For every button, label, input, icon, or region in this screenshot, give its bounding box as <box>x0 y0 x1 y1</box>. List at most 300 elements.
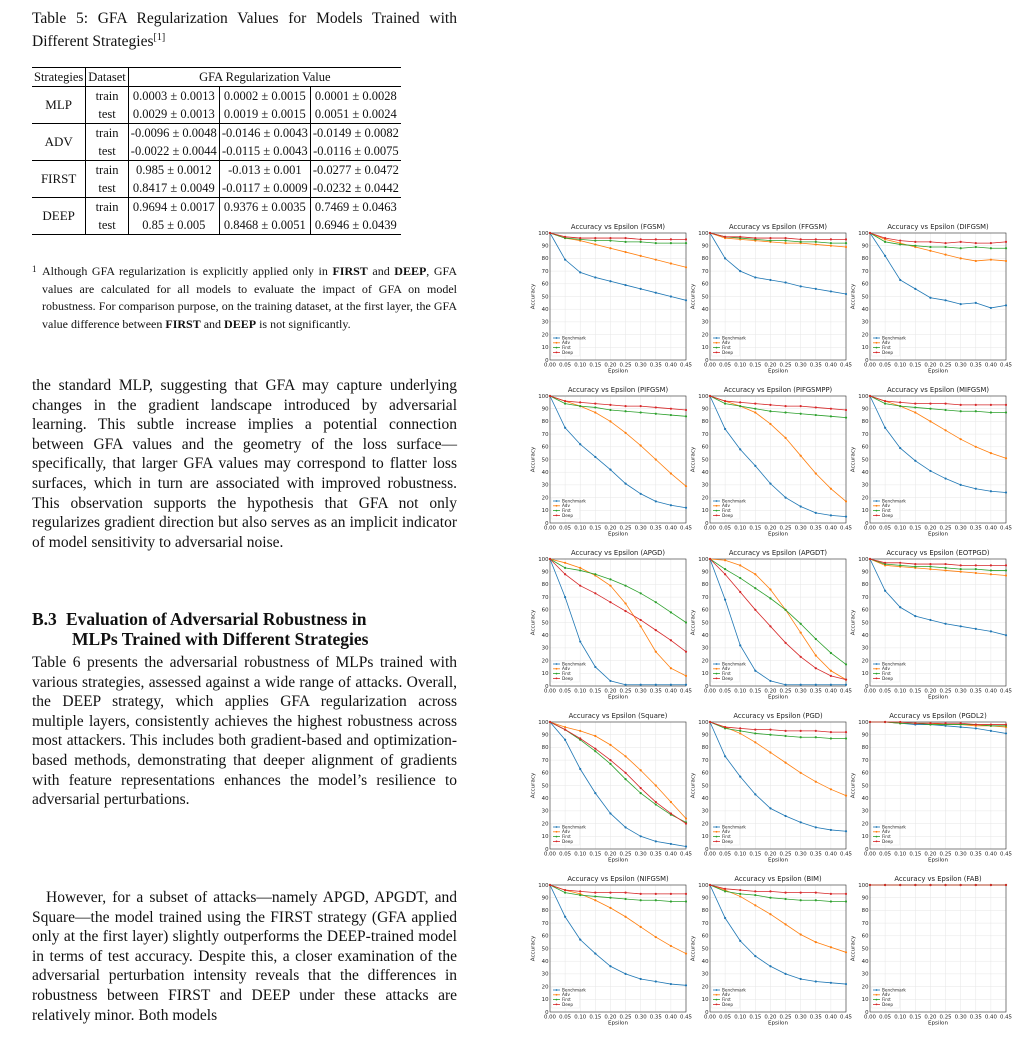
data-point <box>624 432 626 434</box>
y-tick-label: 100 <box>858 230 869 237</box>
data-point <box>655 238 657 240</box>
data-point <box>944 623 946 625</box>
data-point <box>609 907 611 909</box>
data-point <box>869 232 871 234</box>
data-point <box>815 414 817 416</box>
data-point <box>1005 260 1007 262</box>
y-tick-label: 0 <box>865 846 869 853</box>
y-tick-label: 10 <box>861 834 869 841</box>
y-tick-label: 100 <box>698 882 709 889</box>
x-axis-label: Epsilon <box>927 368 949 375</box>
x-tick-label: 0.15 <box>589 362 602 369</box>
chart-title: Accuracy vs Epsilon (NIFGSM) <box>567 875 669 883</box>
chart-title: Accuracy vs Epsilon (EOTPGD) <box>886 549 990 557</box>
data-point <box>1005 457 1007 459</box>
y-tick-label: 40 <box>861 633 869 639</box>
data-point <box>815 638 817 640</box>
data-point <box>830 238 832 240</box>
chart-panel <box>530 222 693 384</box>
y-tick-label: 0 <box>705 683 709 690</box>
y-axis-label: Accuracy <box>690 772 697 799</box>
chart-title: Accuracy vs Epsilon (Square) <box>568 712 668 720</box>
data-point <box>929 619 931 621</box>
data-point <box>929 241 931 243</box>
legend-label: First <box>882 834 891 839</box>
dataset-cell: train <box>86 124 128 143</box>
data-point <box>944 722 946 724</box>
data-point <box>845 737 847 739</box>
data-point <box>990 242 992 244</box>
y-tick-label: 20 <box>701 332 709 339</box>
data-point <box>899 721 901 723</box>
data-point <box>769 597 771 599</box>
x-axis-label: Epsilon <box>767 531 789 538</box>
data-point <box>624 826 626 828</box>
x-tick-label: 0.40 <box>984 1014 997 1021</box>
x-tick-label: 0.15 <box>909 851 922 858</box>
data-point <box>944 563 946 565</box>
line-chart <box>690 385 853 547</box>
data-point <box>769 890 771 892</box>
table-row <box>32 161 401 180</box>
data-point <box>845 983 847 985</box>
data-point <box>784 762 786 764</box>
data-point <box>845 951 847 953</box>
y-tick-label: 100 <box>698 556 709 563</box>
data-point <box>655 651 657 653</box>
y-tick-label: 80 <box>541 908 549 915</box>
y-tick-label: 40 <box>701 470 709 476</box>
legend-marker <box>716 500 718 502</box>
legend-label: Deep <box>722 512 734 518</box>
data-point <box>800 623 802 625</box>
data-point <box>670 504 672 506</box>
table-caption-text: Table 5: GFA Regularization Values for Models Trained with Different Strategies <box>32 10 457 51</box>
x-tick-label: 0.35 <box>969 1014 982 1021</box>
x-tick-label: 0.20 <box>604 362 617 369</box>
data-point <box>640 893 642 895</box>
data-point <box>670 472 672 474</box>
data-point <box>564 400 566 402</box>
data-point <box>564 726 566 728</box>
data-point <box>624 483 626 485</box>
y-tick-label: 70 <box>861 431 869 438</box>
legend-label: Benchmark <box>882 987 906 993</box>
data-point <box>594 243 596 245</box>
data-point <box>914 615 916 617</box>
data-point <box>990 630 992 632</box>
chart-panel <box>690 222 853 384</box>
legend-label: Deep <box>882 512 894 518</box>
y-tick-label: 70 <box>701 757 709 764</box>
x-tick-label: 0.25 <box>939 525 952 532</box>
x-tick-label: 0.30 <box>634 851 647 858</box>
data-point <box>815 684 817 686</box>
y-tick-label: 10 <box>701 345 709 352</box>
legend-marker <box>716 673 718 675</box>
data-point <box>830 415 832 417</box>
x-tick-label: 0.45 <box>679 525 693 532</box>
x-tick-label: 0.20 <box>604 1014 617 1021</box>
y-axis-label: Accuracy <box>690 609 697 636</box>
data-point <box>670 242 672 244</box>
legend-label: First <box>562 834 571 839</box>
gfa-value-cell: -0.0277 ± 0.0472 <box>310 161 401 180</box>
data-point <box>754 587 756 589</box>
x-tick-label: 0.15 <box>749 362 762 369</box>
y-tick-label: 80 <box>701 582 709 589</box>
data-point <box>769 410 771 412</box>
data-point <box>624 916 626 918</box>
data-point <box>830 982 832 984</box>
section-title-line-1: Evaluation of Adversarial Robustness in <box>66 609 367 629</box>
series-line-adv <box>710 722 846 796</box>
x-tick-label: 0.00 <box>863 525 877 532</box>
y-tick-label: 0 <box>545 846 549 853</box>
data-point <box>724 428 726 430</box>
chart-panel <box>690 385 853 547</box>
data-point <box>845 679 847 681</box>
header-dataset: Dataset <box>86 68 128 87</box>
x-tick-label: 0.25 <box>619 688 632 695</box>
table-row <box>32 216 401 235</box>
data-point <box>739 577 741 579</box>
y-tick-label: 30 <box>861 319 869 326</box>
legend-label: First <box>722 345 731 350</box>
y-tick-label: 20 <box>701 495 709 502</box>
x-tick-label: 0.10 <box>734 1014 747 1021</box>
x-tick-label: 0.25 <box>619 1014 632 1021</box>
data-point <box>739 270 741 272</box>
legend-label: Adv <box>722 340 730 346</box>
data-point <box>815 654 817 656</box>
x-axis-label: Epsilon <box>767 368 789 375</box>
legend-marker <box>556 510 558 512</box>
y-tick-label: 70 <box>861 594 869 601</box>
legend-label: Adv <box>562 340 570 346</box>
data-point <box>884 562 886 564</box>
legend-marker <box>556 836 558 838</box>
legend-marker <box>716 836 718 838</box>
data-point <box>754 732 756 734</box>
data-point <box>899 401 901 403</box>
y-tick-label: 30 <box>861 971 869 978</box>
data-point <box>709 232 711 234</box>
data-point <box>899 884 901 886</box>
y-axis-label: Accuracy <box>530 772 537 799</box>
data-point <box>564 567 566 569</box>
y-tick-label: 0 <box>865 683 869 690</box>
chart-panel <box>530 548 693 710</box>
data-point <box>685 817 687 819</box>
y-tick-label: 70 <box>701 920 709 927</box>
y-tick-label: 40 <box>861 796 869 802</box>
data-point <box>594 748 596 750</box>
line-chart <box>530 385 693 547</box>
y-tick-label: 40 <box>861 307 869 313</box>
data-point <box>800 978 802 980</box>
gfa-value-cell: 0.9376 ± 0.0035 <box>219 198 310 217</box>
chart-title: Accuracy vs Epsilon (BIM) <box>734 875 822 883</box>
y-axis-label: Accuracy <box>530 446 537 473</box>
data-point <box>655 242 657 244</box>
x-tick-label: 0.40 <box>984 525 997 532</box>
data-point <box>739 644 741 646</box>
legend-label: Adv <box>882 992 890 998</box>
x-tick-label: 0.35 <box>809 688 822 695</box>
data-point <box>990 573 992 575</box>
legend-marker <box>716 668 718 670</box>
data-point <box>670 238 672 240</box>
legend-label: First <box>562 508 571 513</box>
series-line-first <box>550 722 686 822</box>
legend-label: Adv <box>562 503 570 509</box>
data-point <box>685 266 687 268</box>
legend-marker <box>876 347 878 349</box>
legend-marker <box>876 826 878 828</box>
header-strategies: Strategies <box>32 68 86 87</box>
x-tick-label: 0.00 <box>703 851 717 858</box>
data-point <box>815 472 817 474</box>
table-footnote <box>32 263 457 333</box>
y-tick-label: 40 <box>701 307 709 313</box>
legend-label: Benchmark <box>562 498 586 504</box>
legend-marker <box>716 678 718 680</box>
legend-label: First <box>722 997 731 1002</box>
legend-marker <box>556 505 558 507</box>
y-tick-label: 100 <box>538 230 549 237</box>
data-point <box>655 406 657 408</box>
data-point <box>914 288 916 290</box>
legend-label: Adv <box>882 666 890 672</box>
data-point <box>975 727 977 729</box>
dataset-cell: train <box>86 161 128 180</box>
legend-label: Adv <box>722 829 730 835</box>
x-tick-label: 0.05 <box>879 851 892 858</box>
legend-label: Adv <box>722 503 730 509</box>
data-point <box>594 411 596 413</box>
x-tick-label: 0.00 <box>543 851 557 858</box>
data-point <box>685 984 687 986</box>
x-axis-label: Epsilon <box>607 694 629 701</box>
data-point <box>830 731 832 733</box>
x-tick-label: 0.20 <box>764 688 777 695</box>
y-tick-label: 20 <box>861 658 869 665</box>
dataset-cell: test <box>86 216 128 235</box>
y-tick-label: 50 <box>541 457 549 464</box>
data-point <box>754 955 756 957</box>
y-tick-label: 70 <box>541 431 549 438</box>
y-tick-label: 100 <box>538 393 549 400</box>
data-point <box>960 410 962 412</box>
data-point <box>609 680 611 682</box>
y-tick-label: 90 <box>541 406 549 413</box>
dataset-cell: test <box>86 105 128 124</box>
x-tick-label: 0.25 <box>779 525 792 532</box>
data-point <box>944 242 946 244</box>
data-point <box>624 898 626 900</box>
legend-label: Deep <box>882 675 894 681</box>
y-tick-label: 90 <box>541 243 549 250</box>
data-point <box>685 823 687 825</box>
strategy-cell: ADV <box>32 124 86 161</box>
data-point <box>830 290 832 292</box>
data-point <box>609 601 611 603</box>
data-point <box>655 413 657 415</box>
legend-marker <box>556 999 558 1001</box>
x-tick-label: 0.00 <box>543 525 557 532</box>
data-point <box>845 500 847 502</box>
legend-label: Deep <box>562 349 574 355</box>
data-point <box>960 247 962 249</box>
gfa-value-cell: 0.6946 ± 0.0439 <box>310 216 401 235</box>
data-point <box>869 395 871 397</box>
y-tick-label: 60 <box>541 281 549 288</box>
data-point <box>579 401 581 403</box>
chart-panel <box>690 711 853 873</box>
data-point <box>800 405 802 407</box>
table-caption-ref: [1] <box>153 32 166 43</box>
y-tick-label: 40 <box>701 633 709 639</box>
data-point <box>579 737 581 739</box>
legend-label: Benchmark <box>722 335 746 341</box>
data-point <box>609 237 611 239</box>
x-axis-label: Epsilon <box>927 857 949 864</box>
data-point <box>739 776 741 778</box>
data-point <box>670 295 672 297</box>
x-tick-label: 0.20 <box>924 688 937 695</box>
legend-marker <box>876 342 878 344</box>
x-tick-label: 0.45 <box>999 688 1013 695</box>
gfa-value-cell: 0.7469 ± 0.0463 <box>310 198 401 217</box>
y-tick-label: 20 <box>861 495 869 502</box>
data-point <box>845 663 847 665</box>
x-tick-label: 0.10 <box>734 688 747 695</box>
data-point <box>579 890 581 892</box>
data-point <box>975 302 977 304</box>
data-point <box>579 569 581 571</box>
data-point <box>830 788 832 790</box>
data-point <box>624 410 626 412</box>
data-point <box>594 895 596 897</box>
data-point <box>709 721 711 723</box>
data-point <box>724 257 726 259</box>
data-point <box>769 807 771 809</box>
legend-marker <box>716 663 718 665</box>
x-tick-label: 0.25 <box>619 525 632 532</box>
data-point <box>564 596 566 598</box>
y-tick-label: 70 <box>861 920 869 927</box>
data-point <box>800 455 802 457</box>
data-point <box>724 726 726 728</box>
x-tick-label: 0.05 <box>719 362 732 369</box>
series-line-deep <box>710 722 846 732</box>
data-point <box>990 307 992 309</box>
data-point <box>830 737 832 739</box>
legend-marker <box>716 999 718 1001</box>
legend-label: Benchmark <box>562 661 586 667</box>
y-tick-label: 50 <box>541 294 549 301</box>
legend-marker <box>716 994 718 996</box>
x-tick-label: 0.45 <box>999 1014 1013 1021</box>
y-tick-label: 80 <box>541 745 549 752</box>
data-point <box>815 736 817 738</box>
series-line-first <box>870 559 1006 570</box>
data-point <box>899 240 901 242</box>
y-tick-label: 70 <box>861 757 869 764</box>
data-point <box>830 829 832 831</box>
y-tick-label: 10 <box>701 671 709 678</box>
x-tick-label: 0.15 <box>749 851 762 858</box>
data-point <box>685 415 687 417</box>
data-point <box>784 898 786 900</box>
data-point <box>594 406 596 408</box>
data-point <box>579 730 581 732</box>
legend-marker <box>716 826 718 828</box>
gfa-value-cell: -0.0116 ± 0.0075 <box>310 142 401 161</box>
x-tick-label: 0.20 <box>764 851 777 858</box>
series-line-first <box>710 559 846 667</box>
dataset-cell: train <box>86 87 128 106</box>
data-point <box>899 606 901 608</box>
y-tick-label: 30 <box>541 971 549 978</box>
data-point <box>1005 884 1007 886</box>
data-point <box>754 276 756 278</box>
data-point <box>549 395 551 397</box>
data-point <box>929 563 931 565</box>
legend-label: Adv <box>562 992 570 998</box>
data-point <box>685 893 687 895</box>
legend-marker <box>556 347 558 349</box>
data-point <box>784 735 786 737</box>
data-point <box>869 884 871 886</box>
data-point <box>830 670 832 672</box>
data-point <box>754 573 756 575</box>
data-point <box>739 401 741 403</box>
data-point <box>914 566 916 568</box>
data-point <box>769 734 771 736</box>
x-tick-label: 0.30 <box>954 688 967 695</box>
y-tick-label: 20 <box>861 984 869 991</box>
x-tick-label: 0.00 <box>863 362 877 369</box>
data-point <box>784 642 786 644</box>
line-chart <box>690 548 853 710</box>
legend-marker <box>716 337 718 339</box>
y-tick-label: 80 <box>861 419 869 426</box>
data-point <box>685 299 687 301</box>
data-point <box>830 900 832 902</box>
data-point <box>594 456 596 458</box>
dataset-cell: train <box>86 198 128 217</box>
data-point <box>975 572 977 574</box>
data-point <box>564 236 566 238</box>
data-point <box>800 285 802 287</box>
y-axis-label: Accuracy <box>690 446 697 473</box>
y-tick-label: 70 <box>541 757 549 764</box>
x-tick-label: 0.30 <box>954 362 967 369</box>
series-line-benchmark <box>710 885 846 984</box>
legend-marker <box>716 1004 718 1006</box>
legend-label: Benchmark <box>882 498 906 504</box>
x-tick-label: 0.05 <box>879 1014 892 1021</box>
chart-title: Accuracy vs Epsilon (FGSM) <box>570 223 666 231</box>
x-tick-label: 0.30 <box>954 525 967 532</box>
y-tick-label: 20 <box>861 332 869 339</box>
y-tick-label: 10 <box>701 997 709 1004</box>
series-line-deep <box>870 396 1006 405</box>
x-axis-label: Epsilon <box>767 1020 789 1027</box>
legend-marker <box>556 342 558 344</box>
